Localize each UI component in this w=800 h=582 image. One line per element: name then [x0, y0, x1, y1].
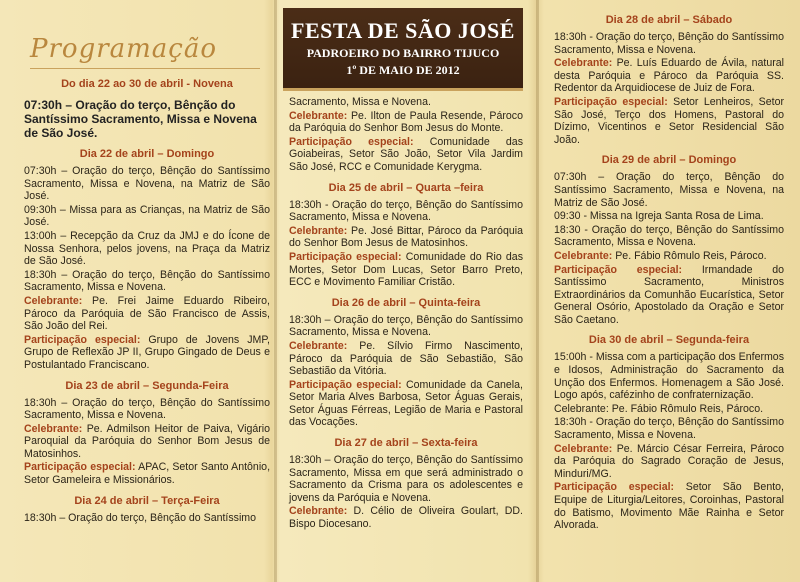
celebrante	[554, 57, 784, 95]
participacao-text: APAC, Setor Santo Antônio, Setor Gameleira e Missionários.	[24, 461, 271, 487]
banner-date: 1º DE MAIO DE 2012	[346, 63, 460, 77]
participacao-text: Setor Lenheiros, Setor São José, Terço dos Homens, Pastoral do Dízimo, Vicentinos e Setor Residencial São João.	[554, 95, 784, 146]
participacao-text: Setor São Bento, Equipe de Liturgia/Leitores, Coroinhas, Pastoral do Batismo, Movimento Mãe Rainha e Setor Alvorada.	[554, 481, 784, 532]
participacao-text: Grupo de Jovens JMP, Grupo de Reflexão JP II, Grupo Gingado de Deus e Postulantado Franciscano.	[24, 333, 270, 371]
schedule-line: 09:30 - Missa na Igreja Santa Rosa de Lima.	[554, 210, 764, 223]
schedule-line: 18:30h – Oração do terço, Bênção do Santíssimo Sacramento, Missa e Novena.	[289, 313, 523, 339]
celebrante-label: Celebrante:	[289, 505, 348, 518]
celebrante-text: Pe. Fábio Rômulo Reis, Pároco.	[615, 249, 767, 262]
celebrante	[289, 225, 523, 250]
day-title: Dia 22 de abril – Domingo	[79, 148, 215, 160]
participacao-text: Comunidade do Rio das Mortes, Setor Dom Lucas, Setor Barro Preto, ECC e Movimento Familiar Cristão.	[289, 250, 523, 289]
day-title: Dia 24 de abril – Terça-Feira	[74, 494, 220, 507]
participacao-text: Comunidade da Canela, Setor Maria Alves Barbosa, Setor Águas Gerais, Setor Águas Férreas, Legião de Maria e Pastoral das Vocações.	[289, 378, 523, 429]
schedule-line: 18:30h – Oração do terço, Bênção do Santíssimo Sacramento, Missa em que será administrado o Sacramento da Crisma para os adolescentes e jovens da Paróquia e Novena.	[289, 454, 523, 504]
schedule-line: 18:30h - Oração do terço, Bênção do Santíssimo Sacramento, Missa e Novena.	[554, 31, 784, 56]
celebrante-text: Pe. Frei Jaime Eduardo Ribeiro, Pároco da Paróquia de São Francisco de Assis, São João del Rei.	[24, 294, 270, 333]
right-panel	[548, 0, 784, 582]
schedule-line: 18:30h - Oração do terço, Bênção do Santíssimo Sacramento, Missa e Novena.	[289, 198, 523, 224]
participacao-label: Participação especial:	[554, 95, 668, 108]
fold-line	[274, 0, 277, 582]
novena-main: 07:30h – Oração do terço, Bênção do Santíssimo Sacramento, Missa e Novena de São José.	[24, 98, 257, 140]
celebrante	[289, 340, 523, 378]
participacao-label: Participação especial:	[24, 461, 136, 474]
participacao	[289, 251, 523, 289]
celebrante-label: Celebrante:	[24, 294, 83, 307]
celebrante	[289, 505, 523, 530]
celebrante-label: Celebrante:	[289, 109, 348, 122]
celebrante	[554, 443, 784, 481]
celebrante-text: Pe. Admilson Heitor de Paiva, Vigário Paroquial da Paróquia do Senhor Bom Jesus de Matosinhos.	[24, 422, 270, 460]
celebrante-label: Celebrante:	[24, 422, 83, 435]
divider	[30, 68, 260, 69]
participacao	[554, 481, 784, 531]
celebrante-text: Pe. Ilton de Paula Resende, Pároco da Paróquia do Senhor Bom Jesus do Monte.	[289, 109, 523, 135]
participacao-label: Participação especial:	[289, 250, 402, 263]
schedule-line: 09:30h – Missa para as Crianças, na Matriz de São José.	[24, 203, 270, 229]
schedule-line: 07:30h – Oração do terço, Bênção do Santíssimo Sacramento, Missa e Novena, na Matriz de São José.	[24, 165, 270, 203]
banner-subtitle: PADROEIRO DO BAIRRO TIJUCO	[306, 46, 500, 60]
schedule-line: 18:30h – Oração do terço, Bênção do Santíssimo Sacramento, Missa e Novena.	[24, 268, 270, 294]
left-panel	[12, 0, 270, 582]
schedule-line: 18:30h – Oração do terço, Bênção do Santíssimo Sacramento, Missa e Novena.	[24, 396, 270, 422]
celebrante-label: Celebrante:	[554, 442, 613, 455]
participacao-label: Participação especial:	[24, 333, 141, 346]
celebrante	[554, 403, 784, 416]
schedule-line: Sacramento, Missa e Novena.	[289, 96, 431, 108]
schedule-line: 07:30h – Oração do terço, Bênção do Santíssimo Sacramento, Missa e Novena, na Matriz de São José.	[554, 171, 784, 209]
program-heading: Programação	[30, 34, 218, 64]
schedule-line: 18:30h - Oração do terço, Bênção do Santíssimo Sacramento, Missa e Novena.	[554, 416, 784, 442]
participacao	[24, 334, 270, 372]
celebrante-text: Pe. Fábio Rômulo Reis, Pároco.	[611, 402, 764, 415]
festival-banner	[283, 8, 523, 91]
participacao-label: Participação especial:	[554, 481, 675, 494]
day-title: Dia 26 de abril – Quinta-feira	[331, 296, 481, 309]
celebrante-label: Celebrante:	[289, 339, 348, 352]
schedule-line: 18:30 - Oração do terço, Bênção do Santíssimo Sacramento, Missa e Novena.	[554, 223, 784, 249]
day-title: Dia 25 de abril – Quarta –feira	[328, 181, 484, 194]
celebrante	[24, 423, 270, 461]
banner-title: FESTA DE SÃO JOSÉ	[291, 18, 515, 43]
participacao	[554, 96, 784, 146]
celebrante	[289, 110, 523, 135]
celebrante-text: Pe. José Bittar, Pároco da Paróquia do Senhor Bom Jesus de Matosinhos.	[289, 224, 523, 250]
day-title: Dia 28 de abril – Sábado	[605, 14, 733, 26]
participacao-text: Irmandade do Santíssimo Sacramento, Ministros Extraordinários da Comunhão Eucarística, Setor General Osório, Apostolado da Oração e Setor São Caetano.	[554, 263, 785, 326]
participacao	[24, 461, 270, 486]
participacao-label: Participação especial:	[554, 263, 683, 276]
schedule-line: 18:30h – Oração do terço, Bênção do Santíssimo	[24, 511, 257, 524]
day-title: Dia 30 de abril – Segunda-feira	[588, 334, 750, 347]
celebrante-label: Celebrante:	[554, 249, 613, 262]
celebrante	[24, 295, 270, 333]
participacao-label: Participação especial:	[289, 378, 402, 391]
celebrante-text: Pe. Márcio César Ferreira, Pároco da Paróquia do Sagrado Coração de Jesus, Minduri/MG.	[554, 442, 784, 480]
novena-range: Do dia 22 ao 30 de abril - Novena	[61, 78, 233, 90]
day-title: Dia 27 de abril – Sexta-feira	[334, 437, 478, 450]
schedule-line: 15:00h - Missa com a participação dos Enfermos e Idosos, Administração do Sacramento da Unção dos Enfermos. Homenagem a São José. Logo após, cafézinho de confraternização.	[554, 351, 784, 402]
celebrante-label: Celebrante:	[554, 57, 613, 70]
day-title: Dia 29 de abril – Domingo	[601, 154, 737, 167]
celebrante	[554, 250, 784, 263]
participacao	[289, 136, 523, 174]
middle-panel	[283, 0, 523, 582]
participacao-label: Participação especial:	[289, 135, 414, 148]
schedule-line: 13:00h – Recepção da Cruz da JMJ e do Ícone de Nossa Senhora, pelos jovens, na Praça da Matriz de São José.	[24, 229, 270, 268]
participacao	[554, 264, 784, 327]
celebrante-text: Pe. Luís Eduardo de Ávila, natural desta Paróquia e Pároco da Paróquia SS. Redentor da Arquidiocese de Juiz de Fora.	[554, 57, 784, 95]
participacao-text: Comunidade das Goiabeiras, Setor São João, Setor Vila Jardim São José, RCC e Comunidade Kerygma.	[289, 135, 523, 173]
participacao	[289, 379, 523, 429]
day-title: Dia 23 de abril – Segunda-Feira	[65, 379, 229, 392]
celebrante-label: Celebrante:	[554, 402, 609, 415]
fold-line	[536, 0, 539, 582]
celebrante-label: Celebrante:	[289, 224, 348, 237]
celebrante-text: D. Célio de Oliveira Goulart, DD. Bispo Diocesano.	[289, 505, 523, 531]
celebrante-text: Pe. Sílvio Firmo Nascimento, Pároco da Paróquia de São Sebastião, São Sebastião da Vitória.	[289, 339, 523, 378]
